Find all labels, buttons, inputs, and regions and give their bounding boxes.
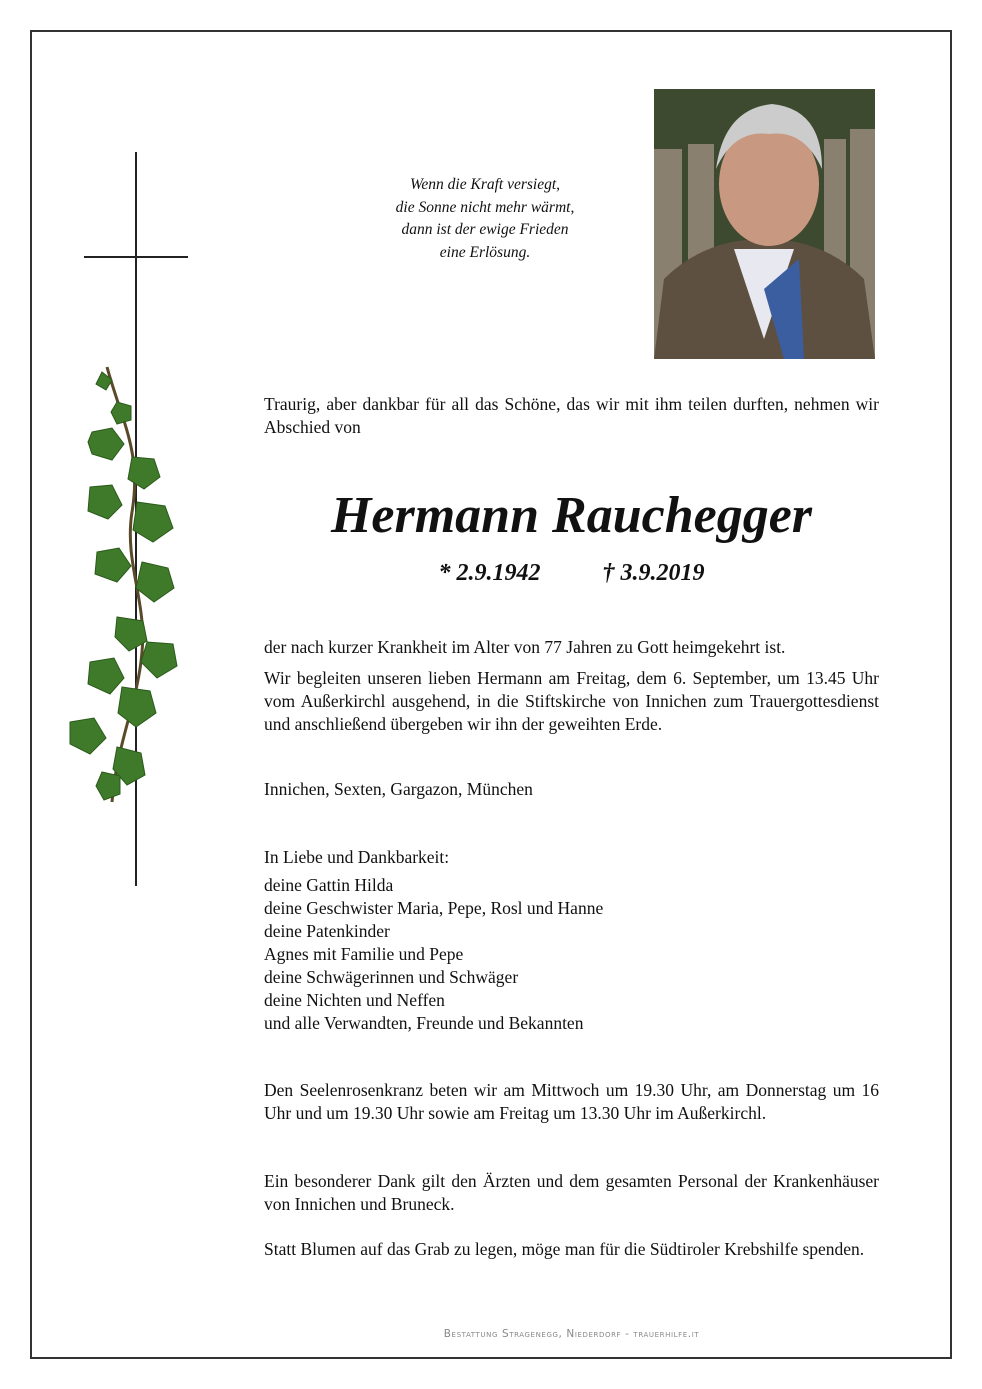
funeral-text: Wir begleiten unseren lieben Hermann am Freitag, dem 6. September, um 13.45 Uhr vom Außerkirchl ausgehend, in die Stiftskirche von Innichen zum Trauergottesdienst und anschließend übergeben wir ihn der geweihten Erde.: [264, 668, 879, 734]
quote-line: Wenn die Kraft versiegt,: [409, 176, 561, 193]
mourner: Agnes mit Familie und Pepe: [264, 944, 464, 964]
donation-text: Statt Blumen auf das Grab zu legen, möge man für die Südtiroler Krebshilfe spenden.: [264, 1239, 865, 1259]
life-dates: [264, 560, 879, 587]
mourner: und alle Verwandten, Freunde und Bekannten: [264, 1013, 584, 1033]
mourners-list: [264, 846, 879, 1035]
mourners-heading: In Liebe und Dankbarkeit:: [264, 847, 450, 867]
mourner: deine Schwägerinnen und Schwäger: [264, 967, 519, 987]
thanks-text: Ein besonderer Dank gilt den Ärzten und dem gesamten Personal der Krankenhäuser von Innichen und Bruneck.: [264, 1171, 879, 1214]
mourner: deine Patenkinder: [264, 921, 390, 941]
cross-bar: [84, 256, 188, 258]
mourner: deine Geschwister Maria, Pepe, Rosl und Hanne: [264, 898, 604, 918]
portrait-photo: [654, 89, 875, 359]
memorial-quote: [360, 174, 610, 264]
places-text: Innichen, Sexten, Gargazon, München: [264, 779, 533, 799]
ivy-icon: [62, 362, 197, 812]
intro-text: Traurig, aber dankbar für all das Schöne, das wir mit ihm teilen durften, nehmen wir Abschied von: [264, 394, 879, 437]
quote-line: dann ist der ewige Frieden: [401, 221, 569, 238]
birth-date: * 2.9.1942: [438, 560, 541, 586]
mourner: deine Gattin Hilda: [264, 875, 394, 895]
death-date: † 3.9.2019: [602, 560, 705, 586]
mourner: deine Nichten und Neffen: [264, 990, 445, 1010]
age-text: der nach kurzer Krankheit im Alter von 77 Jahren zu Gott heimgekehrt ist.: [264, 637, 786, 657]
quote-line: eine Erlösung.: [439, 243, 531, 261]
deceased-name: Hermann Rauchegger: [330, 487, 813, 544]
quote-line: die Sonne nicht mehr wärmt,: [395, 198, 575, 216]
footer-credit: Bestattung Stragenegg, Niederdorf - trauerhilfe.it: [443, 1328, 700, 1340]
rosary-text: Den Seelenrosenkranz beten wir am Mittwoch um 19.30 Uhr, am Donnerstag um 16 Uhr und um 19.30 Uhr sowie am Freitag um 13.30 Uhr im Außerkirchl.: [264, 1080, 879, 1123]
